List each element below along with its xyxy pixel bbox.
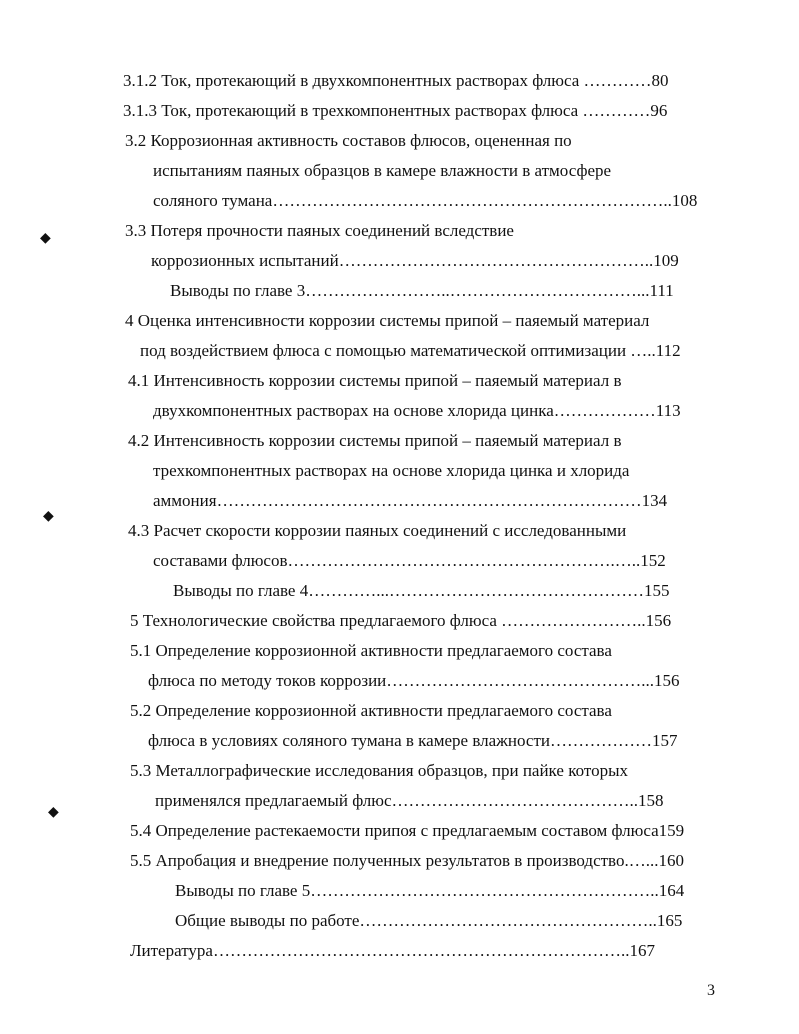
toc-line: флюса по методу токов коррозии………………………………………...156 [148,671,680,690]
toc-line: испытаниям паяных образцов в камере влажности в атмосфере [153,161,612,180]
page-number: 3 [707,982,715,999]
toc-line: двухкомпонентных растворах на основе хлорида цинка………………113 [153,401,681,420]
toc-line: Литература………………………………………………………………..167 [130,941,655,960]
toc-line: коррозионных испытаний………………………………………………..109 [151,251,679,270]
toc-line: 3.3 Потеря прочности паяных соединений вследствие [125,221,514,240]
toc-line: Выводы по главе 4…………...………………………………………155 [173,581,670,600]
scan-mark: ◆ [48,805,59,820]
toc-line: 5.1 Определение коррозионной активности предлагаемого состава [130,641,612,660]
toc-line: 4.2 Интенсивность коррозии системы припой – паяемый материал в [128,431,622,450]
toc-line: 3.1.3 Ток, протекающий в трехкомпонентных растворах флюса …………96 [123,101,668,120]
toc-line: применялся предлагаемый флюс……………………………………..158 [155,791,664,810]
toc-line: составами флюсов………………………………………………….…..152 [153,551,666,570]
toc-line: 5.2 Определение коррозионной активности предлагаемого состава [130,701,612,720]
toc-line: 5 Технологические свойства предлагаемого флюса ……………………..156 [130,611,672,630]
toc-line: соляного тумана……………………………………………………………..108 [153,191,698,210]
toc-line: 5.4 Определение растекаемости припоя с предлагаемым составом флюса159 [130,821,685,840]
toc-line: аммония…………………………………………………………………134 [153,491,668,510]
toc-line: под воздействием флюса с помощью математической оптимизации …..112 [140,341,681,360]
toc-line: 4 Оценка интенсивности коррозии системы припой – паяемый материал [125,311,650,330]
toc-line: 5.3 Металлографические исследования образцов, при пайке которых [130,761,628,780]
toc-line: Общие выводы по работе……………………………………………..165 [175,911,683,930]
toc-line: 3.1.2 Ток, протекающий в двухкомпонентных растворах флюса …………80 [123,71,669,90]
scan-mark: ◆ [40,231,51,246]
toc-line: 4.3 Расчет скорости коррозии паяных соединений с исследованными [128,521,627,540]
toc-line: 5.5 Апробация и внедрение полученных результатов в производство.…...160 [130,851,684,870]
toc-line: 4.1 Интенсивность коррозии системы припой – паяемый материал в [128,371,622,390]
toc-line: трехкомпонентных растворах на основе хлорида цинка и хлорида [153,461,630,480]
toc-line: 3.2 Коррозионная активность составов флюсов, оцененная по [125,131,572,150]
scan-mark: ◆ [43,509,54,524]
toc-line: флюса в условиях соляного тумана в камере влажности………………157 [148,731,678,750]
toc-line: Выводы по главе 3……………………..……………………………...111 [170,281,674,300]
toc-line: Выводы по главе 5……………………………………………………..164 [175,881,685,900]
